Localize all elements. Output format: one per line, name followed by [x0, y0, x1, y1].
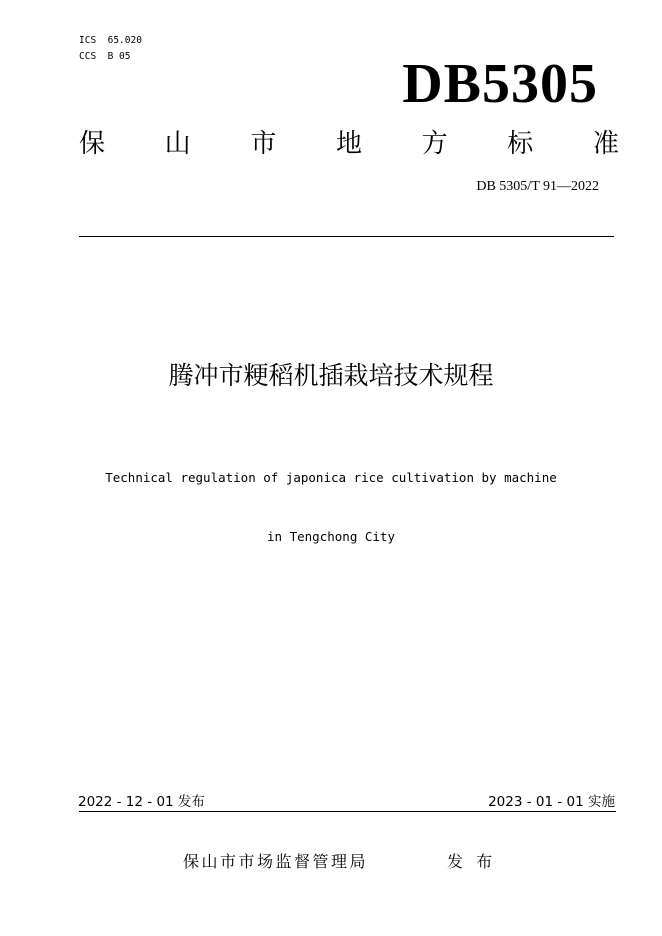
- standard-type-char: 市: [250, 129, 277, 159]
- standard-number: DB 5305/T 91—2022: [476, 179, 599, 194]
- issue-label: 发 布: [447, 852, 497, 871]
- publish-date: 2022 - 12 - 01 发布: [78, 794, 205, 810]
- standard-type-char: 山: [164, 129, 191, 159]
- standard-type-char: 方: [421, 129, 448, 159]
- db-code: DB5305: [402, 53, 598, 115]
- standard-type-char: 地: [335, 129, 362, 159]
- standard-type-title: [79, 126, 619, 162]
- footer-divider: [79, 811, 616, 812]
- header-divider: [79, 236, 614, 237]
- issuing-authority: 保山市市场监督管理局: [183, 852, 369, 871]
- ccs-code: CCS B 05: [79, 51, 131, 62]
- english-title-line2: in Tengchong City: [267, 529, 395, 544]
- classification-codes: [79, 33, 142, 65]
- chinese-title: 腾冲市粳稻机插栽培技术规程: [168, 361, 494, 390]
- standard-type-char: 准: [592, 129, 619, 159]
- standard-type-char: 保: [79, 129, 106, 159]
- ics-code: ICS 65.020: [79, 35, 142, 46]
- implement-date: 2023 - 01 - 01 实施: [488, 794, 615, 810]
- english-title-line1: Technical regulation of japonica rice cultivation by machine: [105, 470, 557, 485]
- standard-type-char: 标: [507, 129, 534, 159]
